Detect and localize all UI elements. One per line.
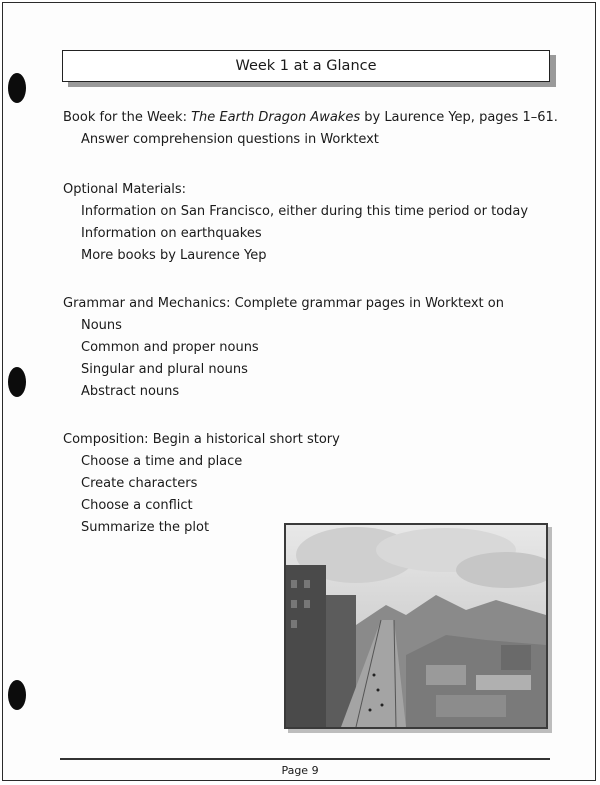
composition-item: Choose a time and place: [81, 454, 243, 469]
grammar-label: Grammar and Mechanics: Complete grammar pages in Worktext on: [63, 296, 504, 311]
grammar-item: Singular and plural nouns: [81, 362, 248, 377]
book-sub: Answer comprehension questions in Worktext: [81, 132, 379, 147]
composition-label: Composition: Begin a historical short story: [63, 432, 340, 447]
photo-illustration: [286, 525, 546, 727]
optional-item: Information on San Francisco, either during this time period or today: [81, 204, 529, 219]
optional-item: More books by Laurence Yep: [81, 248, 267, 263]
content: [63, 107, 563, 539]
binder-hole-middle: [8, 367, 26, 397]
binder-hole-top: [8, 73, 26, 103]
binder-hole-bottom: [8, 680, 26, 710]
optional-item: Information on earthquakes: [81, 226, 262, 241]
composition-item: Summarize the plot: [81, 520, 210, 535]
composition-item: Choose a conflict: [81, 498, 193, 513]
san-francisco-earthquake-photo: [284, 523, 548, 729]
page-number: Page 9: [281, 764, 319, 777]
book-label: Book for the Week:: [63, 110, 187, 125]
page-title: Week 1 at a Glance: [62, 50, 550, 82]
grammar-item: Nouns: [81, 318, 122, 333]
grammar-item: Common and proper nouns: [81, 340, 259, 355]
footer-rule: [60, 758, 550, 760]
composition-item: Create characters: [81, 476, 198, 491]
book-title: The Earth Dragon Awakes: [191, 110, 361, 125]
optional-label: Optional Materials:: [63, 182, 187, 197]
book-rest: by Laurence Yep, pages 1–61.: [360, 110, 558, 125]
grammar-item: Abstract nouns: [81, 384, 180, 399]
book-line: [63, 107, 563, 129]
